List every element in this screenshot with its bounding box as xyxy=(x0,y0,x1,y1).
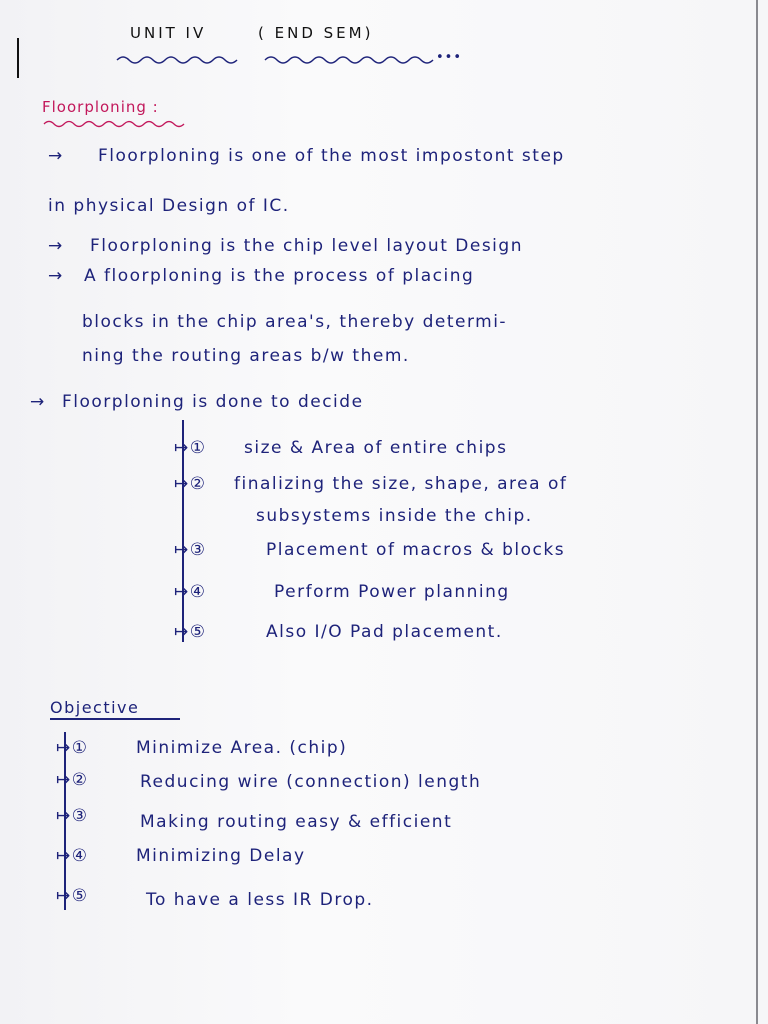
bullet-arrow: → xyxy=(30,392,46,412)
point-marker: ↦② xyxy=(56,770,89,790)
point-marker: ↦⑤ xyxy=(174,622,207,642)
header-squiggle-underline xyxy=(115,52,435,66)
point-text: Minimizing Delay xyxy=(136,846,306,866)
bullet-arrow: → xyxy=(48,236,64,256)
note-line: blocks in the chip area's, thereby determi- xyxy=(82,312,508,332)
bullet-arrow: → xyxy=(48,266,64,286)
section-heading-objective: Objective xyxy=(50,698,140,717)
note-line: Floorploning is one of the most impostont step xyxy=(98,146,565,166)
point-text: To have a less IR Drop. xyxy=(146,890,374,910)
point-text: Minimize Area. (chip) xyxy=(136,738,348,758)
margin-mark xyxy=(17,38,19,78)
point-text: Perform Power planning xyxy=(274,582,510,602)
point-text: subsystems inside the chip. xyxy=(256,506,533,526)
point-marker: ↦② xyxy=(174,474,207,494)
point-text: Making routing easy & efficient xyxy=(140,812,453,832)
point-marker: ↦③ xyxy=(56,806,89,826)
point-text: Placement of macros & blocks xyxy=(266,540,566,560)
point-marker: ↦① xyxy=(174,438,207,458)
point-marker: ↦③ xyxy=(174,540,207,560)
exam-label: ( END SEM) xyxy=(258,24,374,42)
point-marker: ↦① xyxy=(56,738,89,758)
point-text: size & Area of entire chips xyxy=(244,438,508,458)
note-line: in physical Design of IC. xyxy=(48,196,290,216)
point-text: finalizing the size, shape, area of xyxy=(234,474,568,494)
section-heading-floorplanning: Floorploning : xyxy=(42,98,159,116)
point-marker: ↦⑤ xyxy=(56,886,89,906)
note-line: Floorploning is done to decide xyxy=(62,392,364,412)
note-line: Floorploning is the chip level layout Design xyxy=(90,236,523,256)
point-text: Reducing wire (connection) length xyxy=(140,772,482,792)
note-line: ning the routing areas b/w them. xyxy=(82,346,410,366)
header-dots: ••• xyxy=(436,50,463,65)
point-marker: ↦④ xyxy=(56,846,89,866)
heading-squiggle-underline xyxy=(42,118,192,130)
unit-title: UNIT IV xyxy=(130,24,207,42)
bullet-arrow: → xyxy=(48,146,64,166)
note-line: A floorploning is the process of placing xyxy=(84,266,475,286)
objective-underline xyxy=(50,718,180,720)
page-edge xyxy=(756,0,758,1024)
point-text: Also I/O Pad placement. xyxy=(266,622,503,642)
point-marker: ↦④ xyxy=(174,582,207,602)
